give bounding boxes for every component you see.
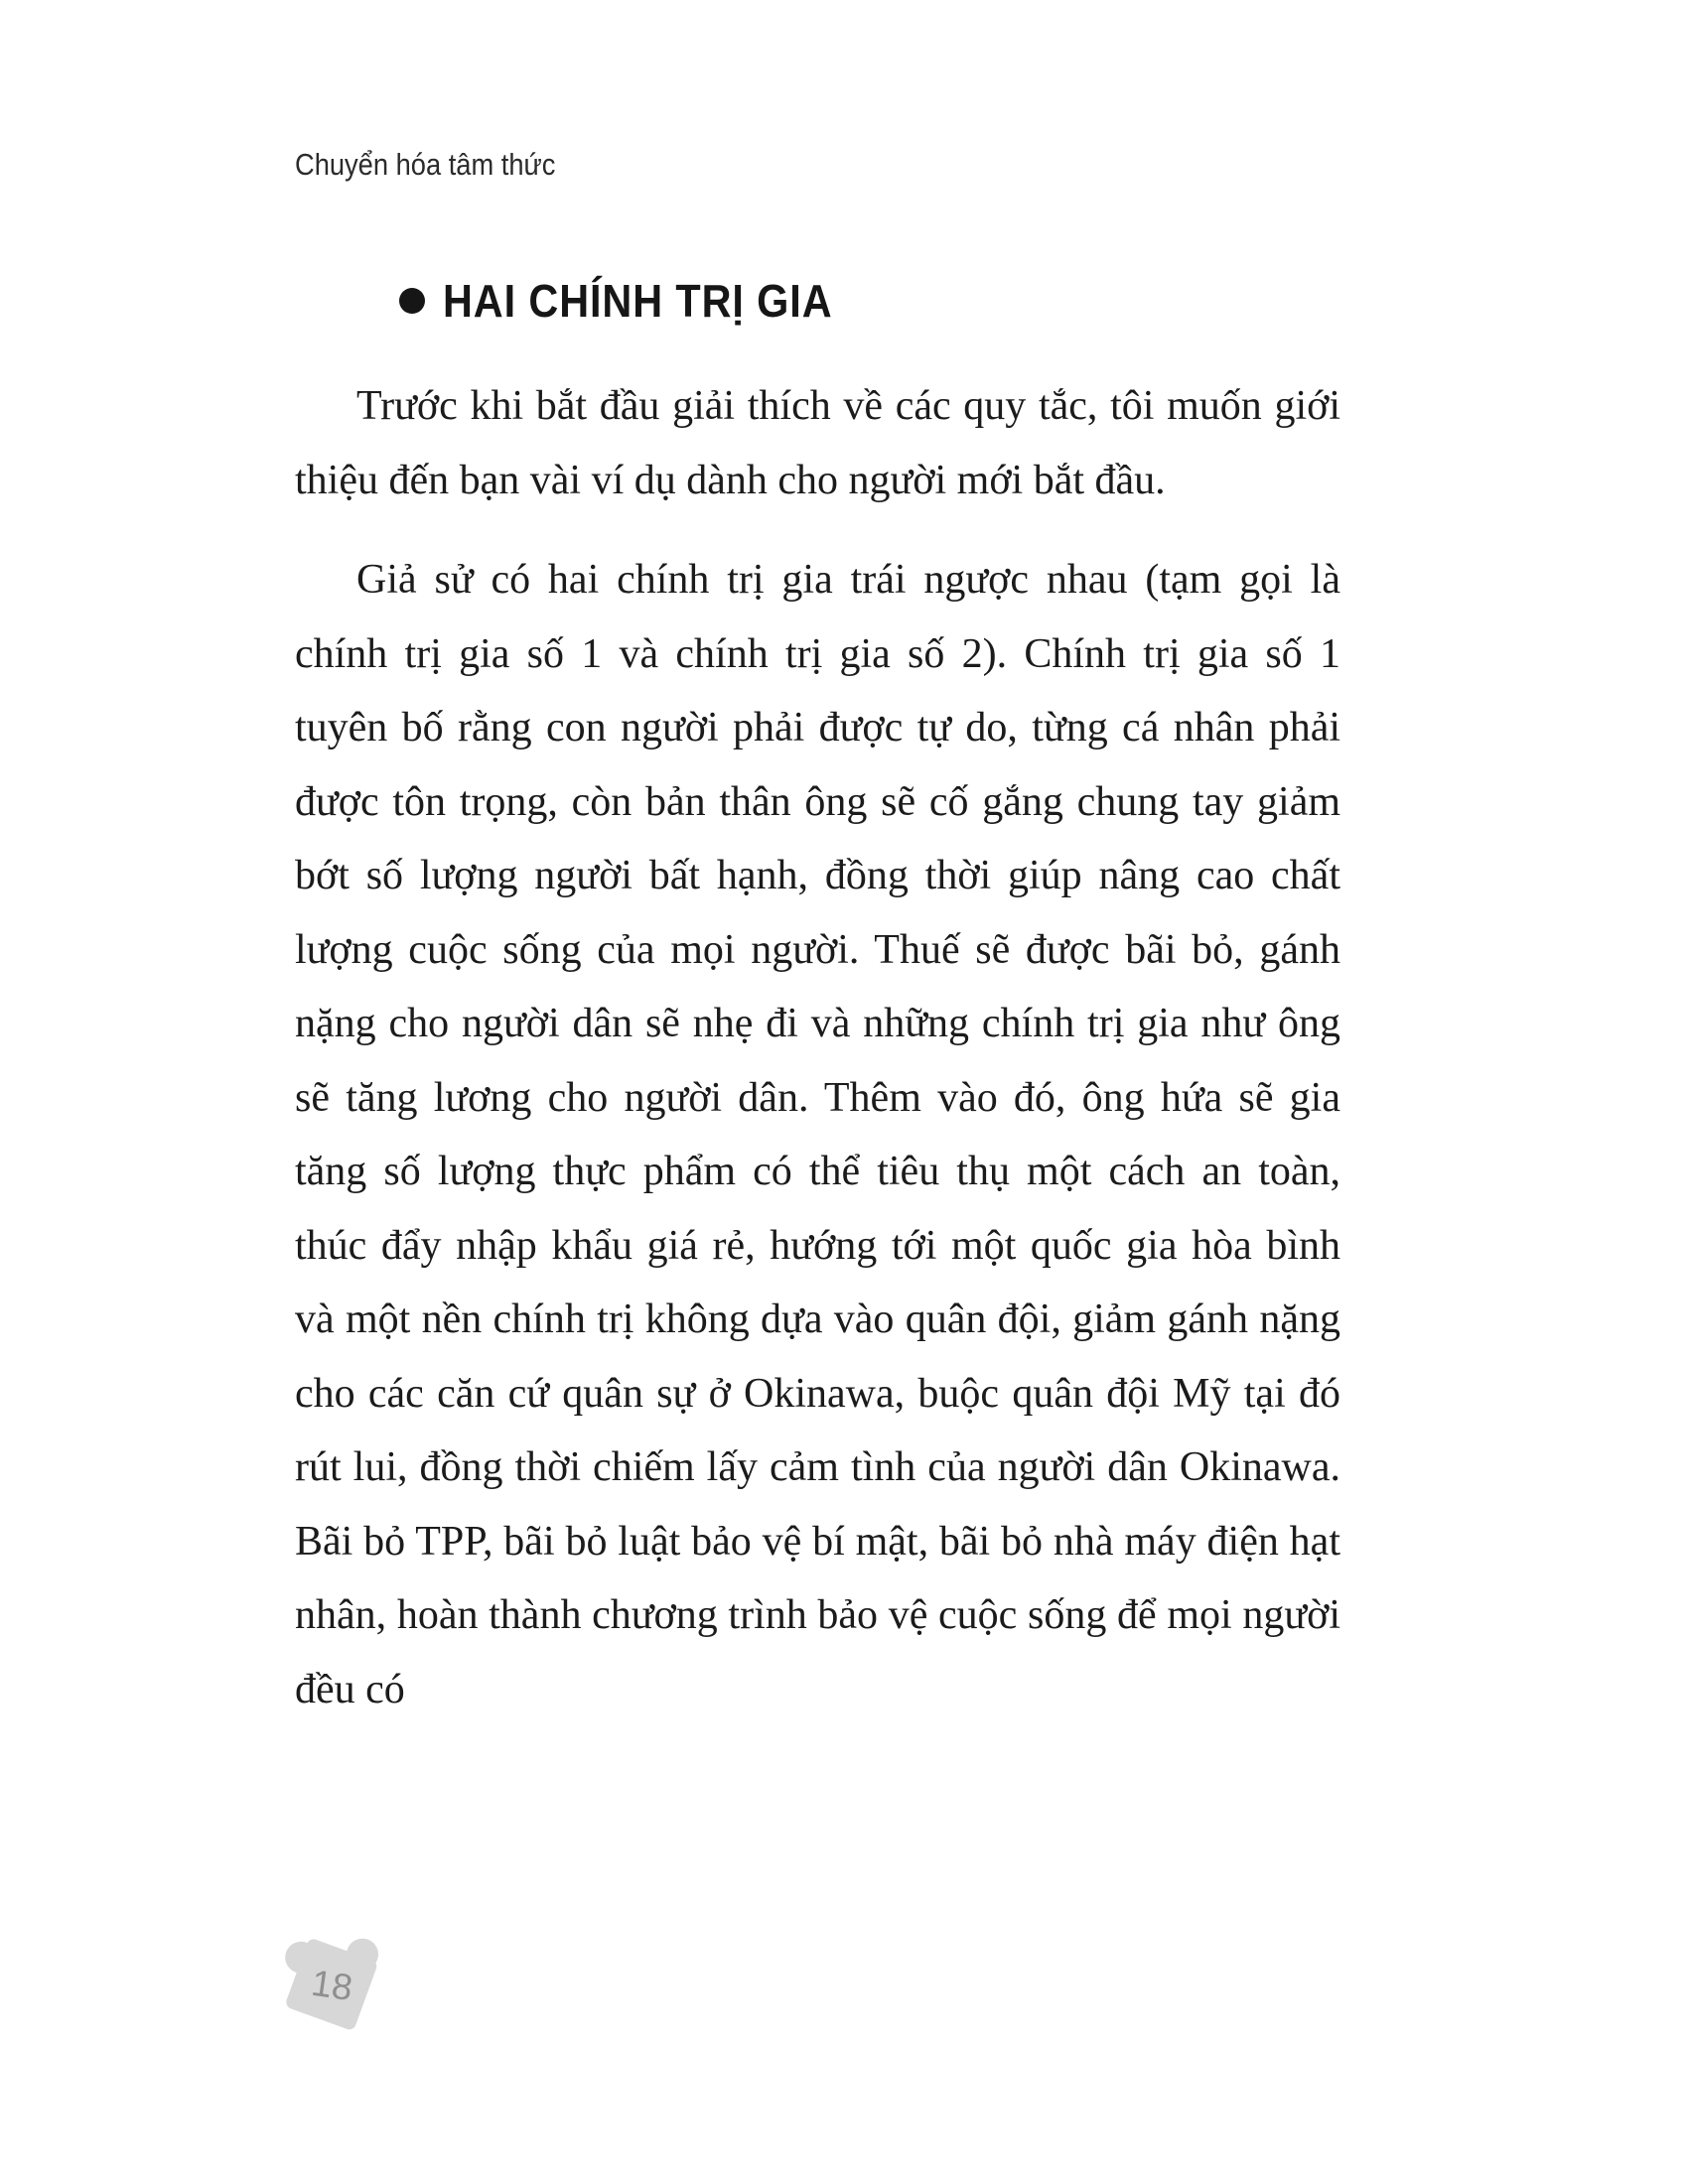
section-heading xyxy=(399,274,876,328)
paragraph: Trước khi bắt đầu giải thích về các quy tắc, tôi muốn giới thiệu đến bạn vài ví dụ dành cho người mới bắt đầu. xyxy=(295,383,1340,503)
body-text xyxy=(295,369,1340,1752)
page-number: 18 xyxy=(309,1962,355,2009)
bullet-icon xyxy=(399,288,425,314)
section-heading-text: HAI CHÍNH TRỊ GIA xyxy=(443,275,833,327)
paragraph: Giả sử có hai chính trị gia trái ngược nhau (tạm gọi là chính trị gia số 1 và chính trị gia số 2). Chính trị gia số 1 tuyên bố rằng con người phải được tự do, từng cá nhân phải được tôn trọng, còn bản thân ông sẽ cố gắng chung tay giảm bớt số lượng người bất hạnh, đồng thời giúp nâng cao chất lượng cuộc sống của mọi người. Thuế sẽ được bãi bỏ, gánh nặng cho người dân sẽ nhẹ đi và những chính trị gia như ông sẽ tăng lương cho người dân. Thêm vào đó, ông hứa sẽ gia tăng số lượng thực phẩm có thể tiêu thụ một cách an toàn, thúc đẩy nhập khẩu giá rẻ, hướng tới một quốc gia hòa bình và một nền chính trị không dựa vào quân đội, giảm gánh nặng cho các căn cứ quân sự ở Okinawa, buộc quân đội Mỹ tại đó rút lui, đồng thời chiếm lấy cảm tình của người dân Okinawa. Bãi bỏ TPP, bãi bỏ luật bảo vệ bí mật, bãi bỏ nhà máy điện hạt nhân, hoàn thành chương trình bảo vệ cuộc sống để mọi người đều có xyxy=(295,557,1340,1712)
page-number-puzzle-icon xyxy=(260,1911,399,2050)
running-header: Chuyển hóa tâm thức xyxy=(295,147,556,182)
